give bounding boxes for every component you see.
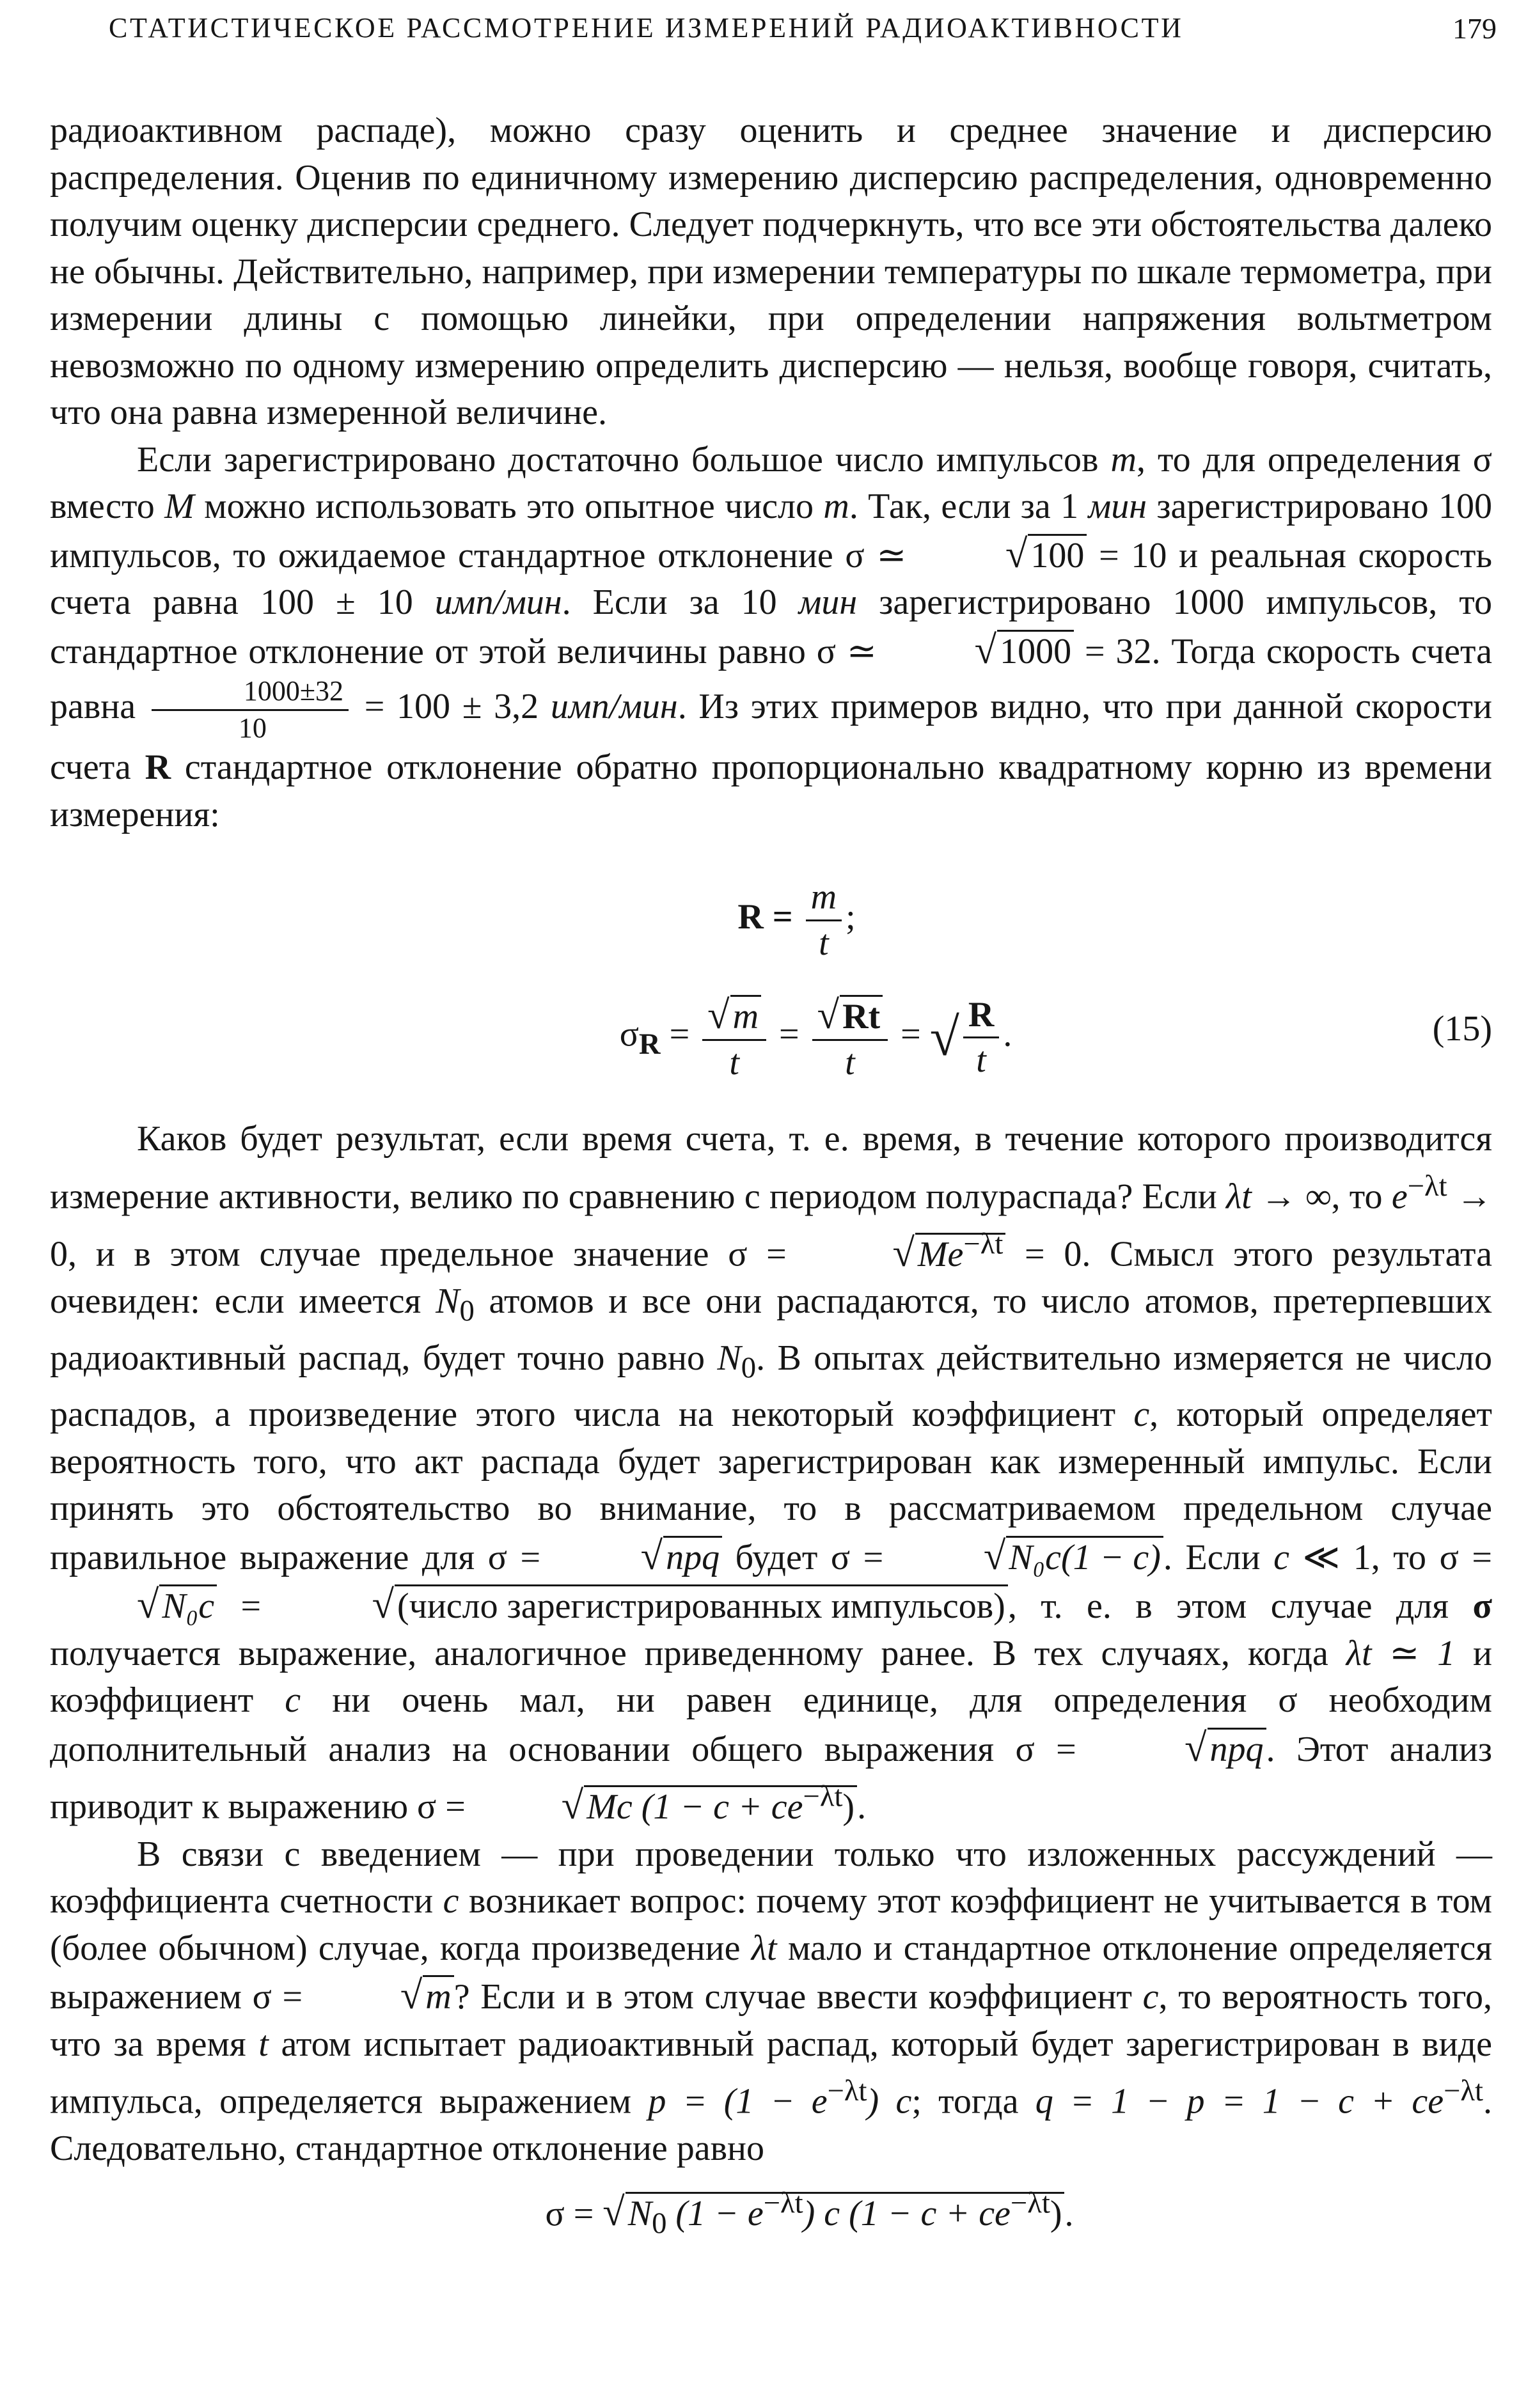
final-sigma-formula: $\sigma = √N_0$ $(1 - e^{-\lambda t})$ c $(1 - c + ce^{-\lambda t})$. bbox=[545, 2186, 1074, 2240]
paragraph-1: радиоактивном распаде), можно сразу оценить и среднее значение и дисперсию распределения. Оценив по единичному измерению дисперсию распределения, одновременно получим оценку дисперсии среднего. Следует подчеркнуть, что все эти обстоятельства далеко не обычны. Действительно, например, при измерении температуры по шкале термометра, при измерении длины с помощью линейки, при определении напряжения вольтметром невозможно по одному измерению определить дисперсию — нельзя, вообще говоря, считать, что она равна измеренной величине. bbox=[50, 111, 1492, 432]
equation-15-block bbox=[50, 857, 1492, 1107]
paragraph-3: Каков будет результат, если время счета, т. е. время, в течение которого производится измерение активности, велико по сравнению с периодом полураспада? Если λt → ∞, то $e^{-\lambda t} \to 0$, и в этом случае предельное значение $\sigma = √Me^{-\lambda t} = 0$. Смысл этого результата очевиден: если имеется $N_0$ атомов и все они распадаются, то число атомов, претерпевших радиоактивный распад, будет точно равно $N_0$. В опытах действительно измеряется не число распадов, а произведение этого числа на некоторый коэффициент c, который определяет вероятность того, что акт распада будет зарегистрирован как измеренный импульс. Если принять это обстоятельство во внимание, то в рассматриваемом предельном случае правильное выражение для σ = √npq будет σ = √N₀c(1 − c). Если c ≪ 1, то σ = √N₀c = √(число зарегистрированных импульсов), т. е. в этом случае для σ получается выражение, аналогичное приведенному ранее. В тех случаях, когда λt ≃ 1 и коэффициент c ни очень мал, ни равен единице, для определения σ необходим дополнительный анализ на основании общего выражения σ = √npq. Этот анализ приводит к выражению σ = √Mc $(1 - c + ce^{-\lambda t})$. bbox=[50, 1119, 1493, 1828]
equation-number: (15) bbox=[1432, 1009, 1492, 1049]
sigma-formula: $\sigma_R$ = $\frac{√m}{t}$ = $\frac{√Rt}{t}$ = √ $\frac{R}{t}$ . bbox=[619, 992, 1012, 1083]
page-body bbox=[50, 107, 1492, 2248]
rate-formula: R = $\frac{m}{t}$ ; bbox=[737, 877, 856, 963]
page-header bbox=[109, 12, 1497, 50]
page-number: 179 bbox=[1452, 12, 1497, 45]
sqrt-100: √100 bbox=[918, 531, 1087, 580]
running-head: СТАТИСТИЧЕСКОЕ РАССМОТРЕНИЕ ИЗМЕРЕНИЙ РАДИОАКТИВНОСТИ bbox=[109, 12, 1184, 43]
paragraph-2: Если зарегистрировано достаточно большое число импульсов m, то для определения σ вместо M можно использовать это опытное число m. Так, если за 1 мин зарегистрировано 100 импульсов, то ожидаемое стандартное отклонение σ ≃ √100 = 10 и реальная скорость счета равна 100 ± 10 имп/мин. Если за 10 мин зарегистрировано 1000 импульсов, то стандартное отклонение от этой величины равно σ ≃ √1000 = 32. Тогда скорость счета равна $\frac{1000\pm 32}{10}$ = 100 ± 3,2 имп/мин. Из этих примеров видно, что при данной скорости счета R стандартное отклонение обратно пропорционально квадратному корню из времени измерения: bbox=[50, 439, 1493, 834]
paragraph-4: В связи с введением — при проведении только что изложенных рассуждений — коэффициента счетности c возникает вопрос: почему этот коэффициент не учитывается в том (более обычном) случае, когда произведение λt мало и стандартное отклонение определяется выражением σ = √m? Если и в этом случае ввести коэффициент c, то вероятность того, что за время t атом испытает радиоактивный распад, который будет зарегистрирован в виде импульса, определяется выражением $p = (1 - e^{-\lambda t})$ c; тогда $q = 1 - p = 1 - c + ce^{-\lambda t}$. Следовательно, стандартное отклонение равно bbox=[50, 1834, 1493, 2169]
sqrt-1000: √1000 bbox=[888, 627, 1074, 676]
rate-fraction: $\frac{1000\pm 32}{10}$ bbox=[152, 675, 349, 744]
